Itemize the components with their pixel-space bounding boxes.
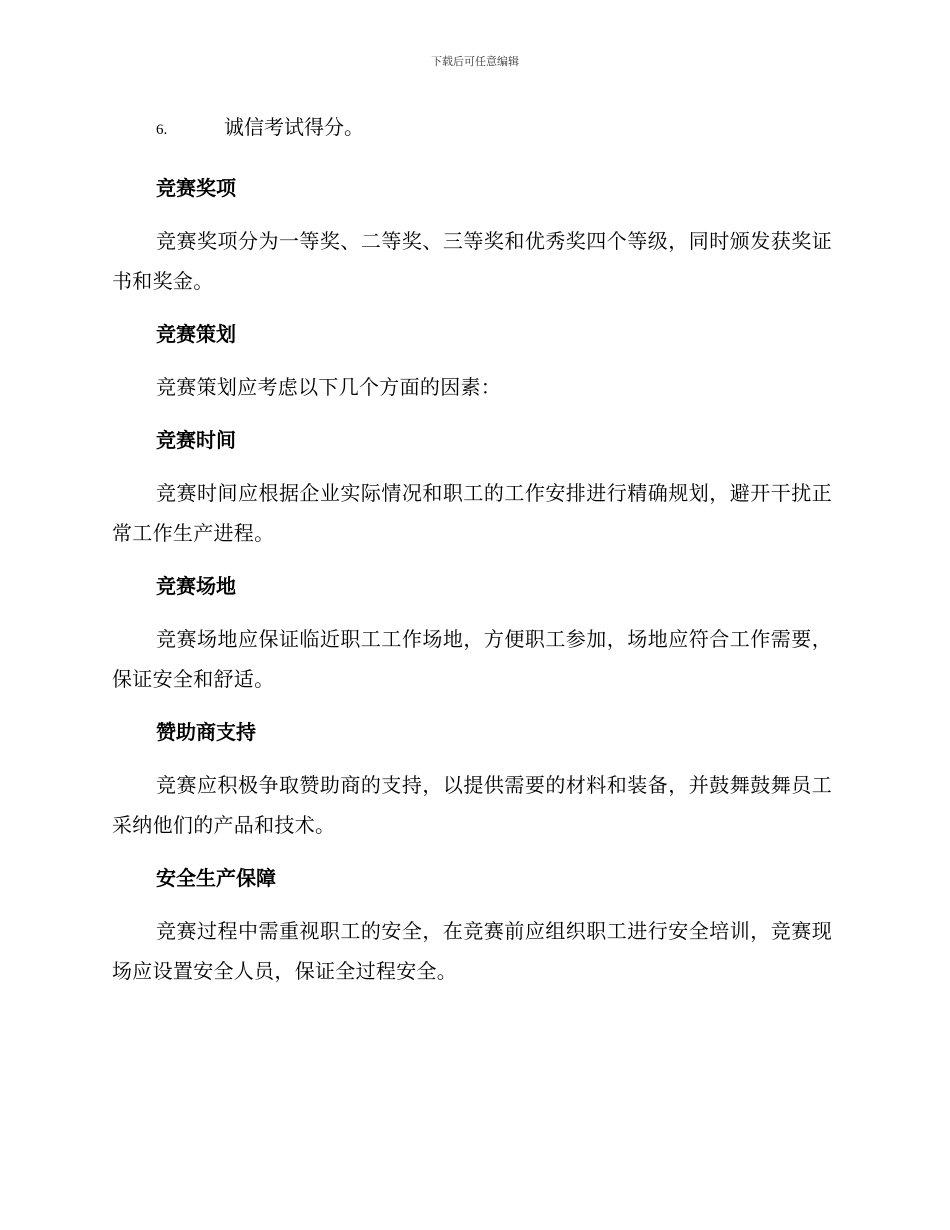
section-heading-safety: 安全生产保障	[156, 866, 276, 890]
section-body-awards: 竞赛奖项分为一等奖、二等奖、三等奖和优秀奖四个等级，同时颁发获奖证书和奖金。	[112, 229, 832, 293]
numbered-item-6	[112, 108, 832, 149]
section-heading-venue: 竞赛场地	[156, 574, 236, 598]
section-body-time: 竞赛时间应根据企业实际情况和职工的工作安排进行精确规划，避开干扰正常工作生产进程。	[112, 481, 832, 545]
page-header-note: 下载后可任意编辑	[431, 55, 519, 68]
section-heading-time: 竞赛时间	[156, 428, 236, 452]
section-body-venue: 竞赛场地应保证临近职工工作场地，方便职工参加，场地应符合工作需要，保证安全和舒适。	[112, 627, 832, 691]
item-number: 6.	[156, 122, 168, 138]
section-body-sponsors: 竞赛应积极争取赞助商的支持，以提供需要的材料和装备，并鼓舞鼓舞员工采纳他们的产品和技术。	[112, 773, 832, 837]
section-body-planning: 竞赛策划应考虑以下几个方面的因素：	[156, 375, 502, 399]
document-body	[112, 108, 832, 1005]
section-heading-awards: 竞赛奖项	[156, 176, 236, 200]
section-heading-sponsors: 赞助商支持	[156, 720, 256, 744]
item-text: 诚信考试得分。	[224, 115, 364, 139]
section-heading-planning: 竞赛策划	[156, 322, 236, 346]
section-body-safety: 竞赛过程中需重视职工的安全，在竞赛前应组织职工进行安全培训，竞赛现场应设置安全人员，保证全过程安全。	[112, 919, 832, 983]
